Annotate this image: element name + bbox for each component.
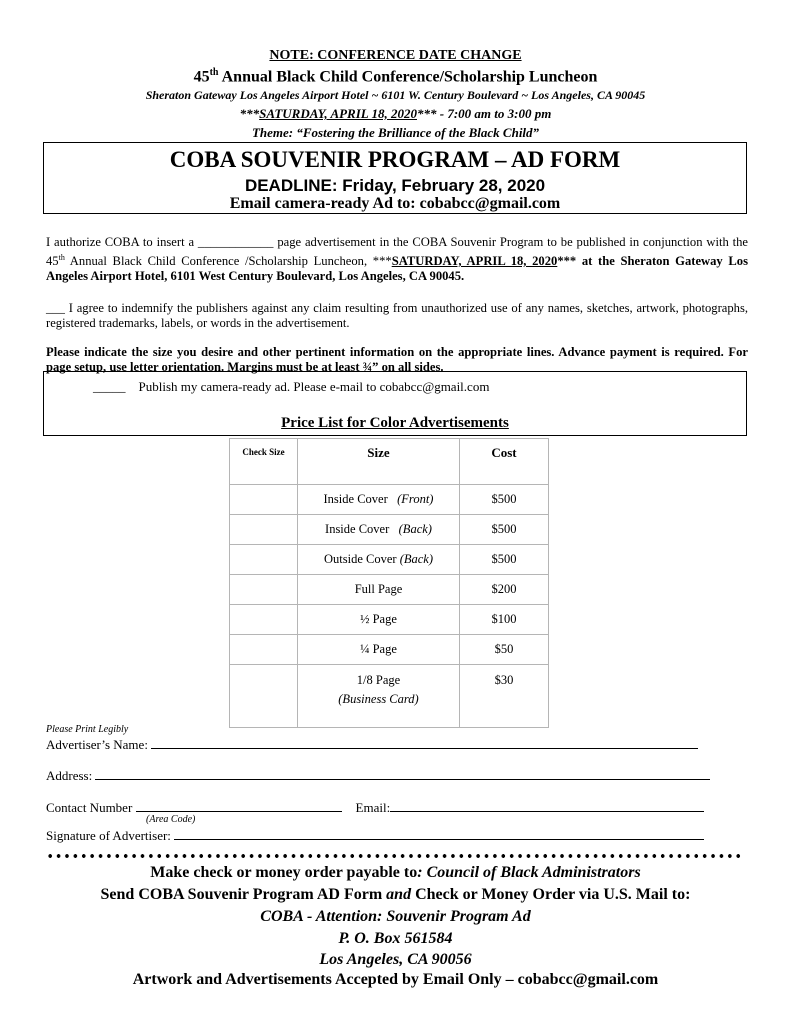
table-row [230,515,549,545]
check-size-header: Check Size [230,439,298,485]
accepted-line: Artwork and Advertisements Accepted by Email Only – cobabcc@gmail.com [132,971,659,988]
size-header: Size [298,439,460,485]
table-row [230,485,549,515]
check-size-cell[interactable] [230,635,298,665]
venue-line: Sheraton Gateway Los Angeles Airport Hotel ~ 6101 W. Century Boulevard ~ Los Angeles, CA 90045 [145,88,646,102]
indemnify-paragraph: ___ I agree to indemnify the publishers against any claim resulting from unauthorized use of any names, sketches, artwork, photographs, registered trademarks, labels, or words in the advertisement. [46,301,748,330]
conference-theme: Theme: “Fostering the Brilliance of the Black Child” [251,125,540,140]
title-box [43,142,747,214]
publish-option[interactable] [93,379,489,395]
deadline: DEADLINE: Friday, February 28, 2020 [244,176,546,195]
cost-cell: $500 [460,545,549,575]
cost-cell: $50 [460,635,549,665]
check-size-cell[interactable] [230,545,298,575]
table-row [230,545,549,575]
print-legibly-note: Please Print Legibly [46,724,129,735]
size-cell: ½ Page [298,605,460,635]
address-field: Address: [46,767,710,784]
page-title: COBA SOUVENIR PROGRAM – AD FORM [169,147,621,172]
contact-number-input[interactable] [136,799,342,812]
conference-title: 45th Annual Black Child Conference/Scholarship Luncheon [193,67,598,86]
attention-line: COBA - Attention: Souvenir Program Ad [260,908,531,925]
city-line: Los Angeles, CA 90056 [319,951,472,968]
check-size-cell[interactable] [230,665,298,728]
area-code-note: (Area Code) [146,814,196,825]
table-row [230,575,549,605]
email-input[interactable] [390,799,704,812]
check-size-cell[interactable] [230,515,298,545]
send-line: Send COBA Souvenir Program AD Form and Check or Money Order via U.S. Mail to: [100,886,691,903]
dotted-divider [46,853,743,859]
price-table [229,438,549,728]
table-row [230,635,549,665]
address-input[interactable] [95,767,710,780]
advertiser-name-field: Advertiser’s Name: [46,736,698,753]
table-row [230,605,549,635]
cost-cell: $500 [460,515,549,545]
cost-cell: $500 [460,485,549,515]
check-size-cell[interactable] [230,485,298,515]
signature-input[interactable] [174,827,704,840]
cost-header: Cost [460,439,549,485]
cost-cell: $200 [460,575,549,605]
cost-cell: $100 [460,605,549,635]
check-size-cell[interactable] [230,575,298,605]
price-list-title: Price List for Color Advertisements [281,415,509,431]
size-instructions: Please indicate the size you desire and other pertinent information on the appropriate lines. Advance payment is required. For page setup, use letter orientation. Margins must be at least ¾” on all sides. [46,345,748,374]
publish-checkbox-line[interactable]: _____ [93,379,126,394]
cost-cell: $30 [460,665,549,728]
conference-date: ***SATURDAY, APRIL 18, 2020*** - 7:00 am to 3:00 pm [239,106,552,121]
payable-line: Make check or money order payable to: Council of Black Administrators [150,864,641,881]
size-cell: 1/8 Page (Business Card) [298,665,460,728]
conference-date-change-note: NOTE: CONFERENCE DATE CHANGE [269,48,522,63]
email-instruction: Email camera-ready Ad to: cobabcc@gmail.com [229,195,561,212]
size-cell: ¼ Page [298,635,460,665]
authorization-paragraph: I authorize COBA to insert a ____________ page advertisement in the COBA Souvenir Program to be published in conjunction with the 45th Annual Black Child Conference /Scholarship Luncheon, ***SATURDAY, APRIL 18, 2020*** at the Sheraton Gateway Los Angeles Airport Hotel, 6101 West Century Boulevard, Los Angeles, CA 90045. [46,235,748,284]
po-box-line: P. O. Box 561584 [338,930,453,947]
contact-email-field: Contact Number Email: [46,799,704,816]
size-cell: Inside Cover (Front) [298,485,460,515]
size-cell: Outside Cover (Back) [298,545,460,575]
publish-box [43,371,747,436]
table-row [230,665,549,728]
table-header-row [230,439,549,485]
check-size-cell[interactable] [230,605,298,635]
signature-field: Signature of Advertiser: [46,827,704,844]
advertiser-name-input[interactable] [151,736,698,749]
size-cell: Full Page [298,575,460,605]
publish-text: Publish my camera-ready ad. Please e-mail to cobabcc@gmail.com [138,379,490,394]
size-cell: Inside Cover (Back) [298,515,460,545]
